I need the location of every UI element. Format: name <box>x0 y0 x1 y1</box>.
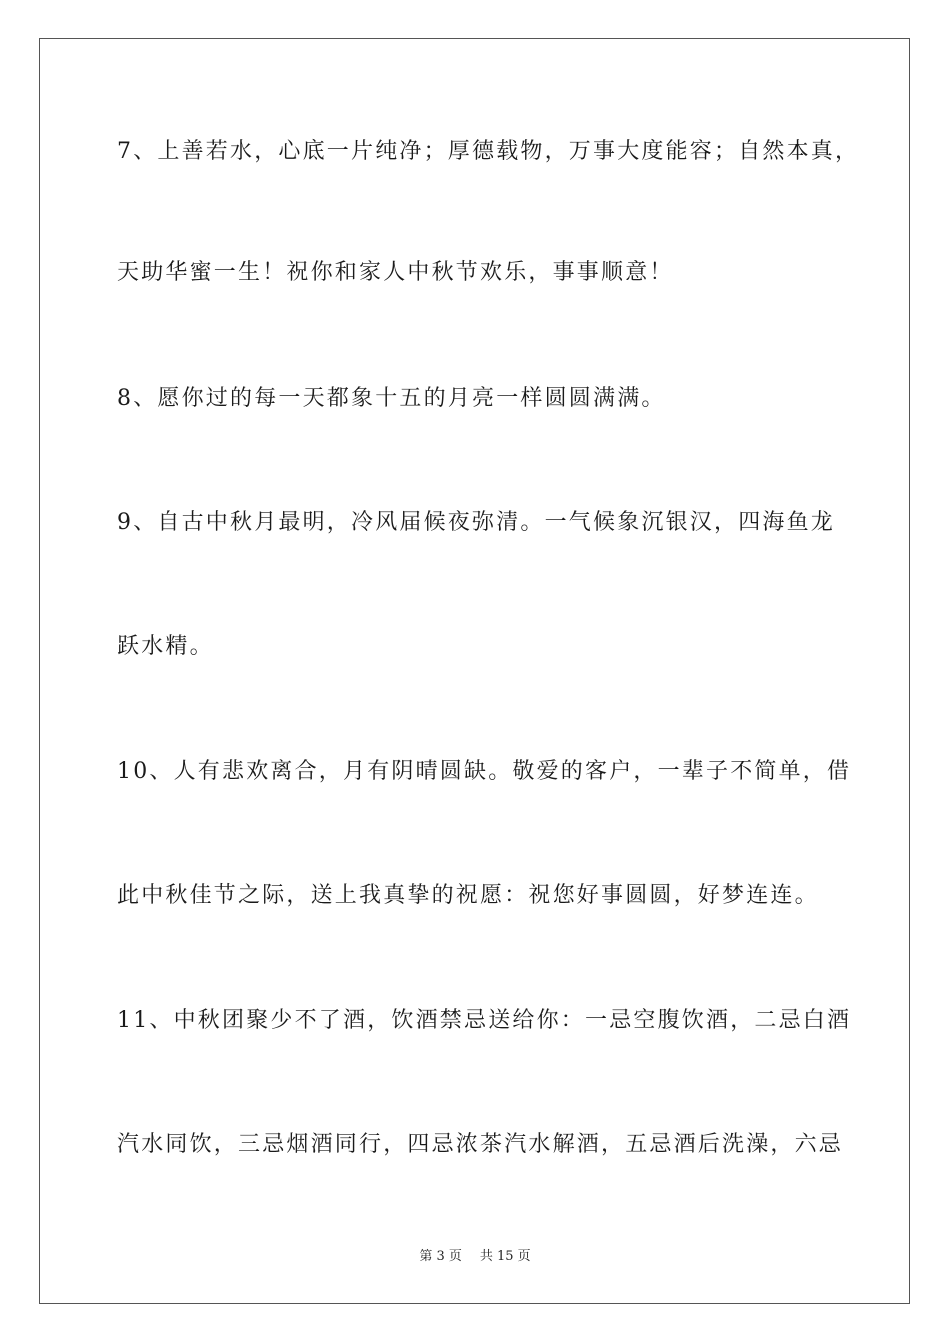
text-line-8: 11、中秋团聚少不了酒，饮酒禁忌送给你：一忌空腹饮酒，二忌白酒 <box>117 1008 852 1033</box>
text-line-5: 跃水精。 <box>117 634 214 659</box>
text-line-2: 天助华蜜一生！祝你和家人中秋节欢乐，事事顺意！ <box>117 260 674 285</box>
text-line-7: 此中秋佳节之际，送上我真挚的祝愿：祝您好事圆圆，好梦连连。 <box>117 883 819 908</box>
page-number: 第 3 页 <box>419 1249 462 1264</box>
text-line-3: 8、愿你过的每一天都象十五的月亮一样圆圆满满。 <box>117 386 666 411</box>
text-line-6: 10、人有悲欢离合，月有阴晴圆缺。敬爱的客户，一辈子不简单，借 <box>117 759 852 784</box>
page-total: 共 15 页 <box>479 1249 531 1264</box>
text-line-1: 7、上善若水，心底一片纯净；厚德载物，万事大度能容；自然本真， <box>117 139 860 164</box>
page-border <box>39 38 910 1304</box>
page-footer <box>0 1248 950 1266</box>
text-line-9: 汽水同饮，三忌烟酒同行，四忌浓茶汽水解酒，五忌酒后洗澡，六忌 <box>117 1132 844 1157</box>
text-line-4: 9、自古中秋月最明，冷风届候夜弥清。一气候象沉银汉，四海鱼龙 <box>117 510 835 535</box>
